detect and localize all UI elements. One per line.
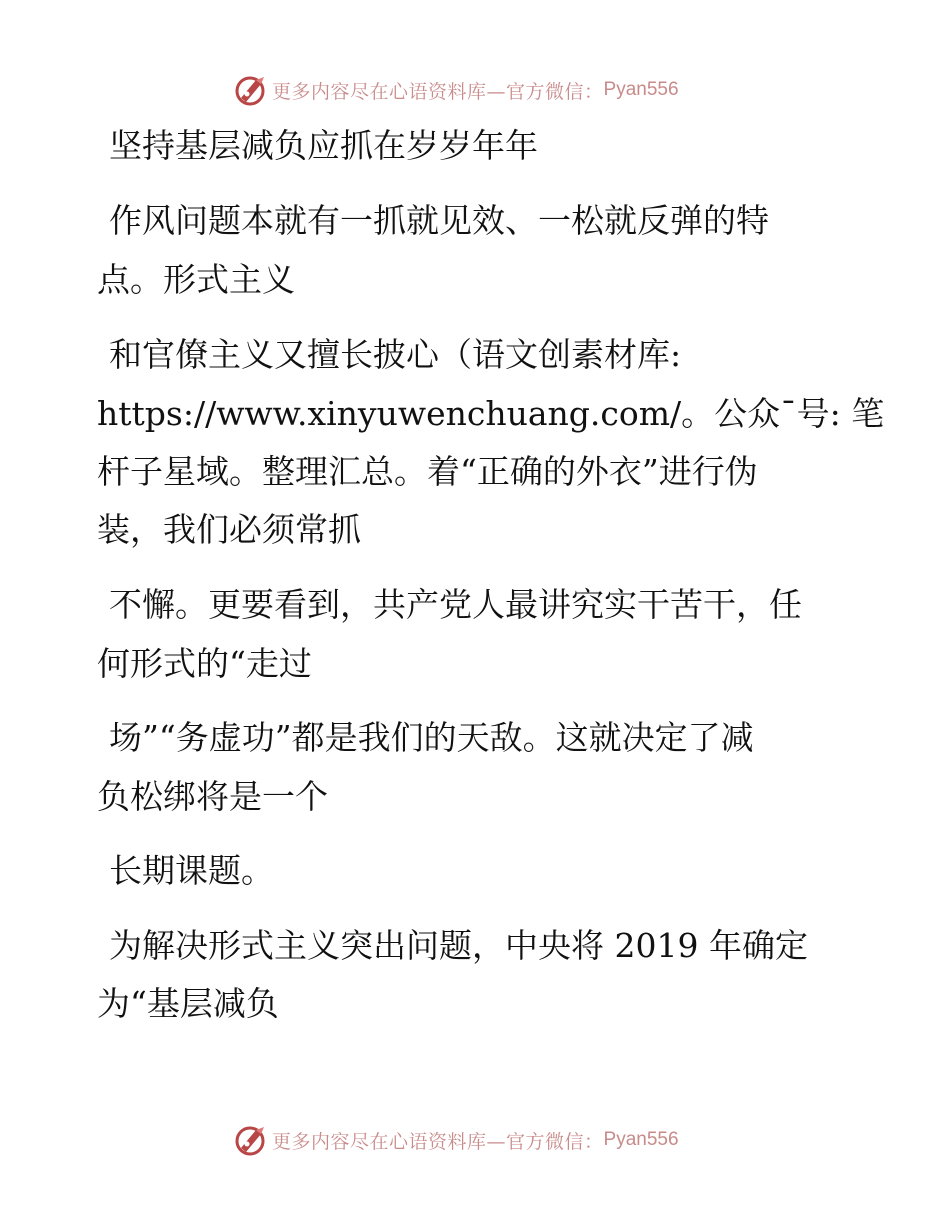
body-line: 坚持基层减负应抓在岁岁年年	[109, 126, 538, 165]
body-line: 作风问题本就有一抓就见效、一松就反弹的特	[109, 201, 769, 240]
body-line: 杆子星域。整理汇总。着“正确的外衣”进行伪	[97, 452, 758, 491]
footer-text: 更多内容尽在心语资料库—官方微信：	[272, 1130, 604, 1153]
header-banner	[232, 70, 679, 110]
footer-handle: Pyan556	[603, 1129, 679, 1150]
pen-logo-icon	[232, 1122, 268, 1158]
body-line: 负松绑将是一个	[97, 777, 328, 816]
footer-banner	[232, 1120, 679, 1160]
body-line: 和官僚主义又擅长披心（语文创素材库:	[109, 335, 682, 374]
body-line: 为解决形式主义突出问题，中央将 2019 年确定	[109, 926, 808, 965]
pen-logo-icon	[232, 72, 268, 108]
body-line: 场”“务虚功”都是我们的天敌。这就决定了减	[109, 718, 754, 757]
body-line: 装，我们必须常抓	[97, 510, 361, 549]
body-line: 点。形式主义	[97, 260, 295, 299]
body-line: https://www.xinyuwenchuang.com/。公众¯号: 笔	[97, 394, 885, 433]
body-line: 不懈。更要看到，共产党人最讲究实干苦干，任	[109, 585, 802, 624]
body-line: 何形式的“走过	[97, 644, 312, 683]
header-handle: Pyan556	[603, 79, 679, 100]
body-line: 长期课题。	[109, 851, 274, 890]
body-line: 为“基层减负	[97, 984, 279, 1023]
header-text: 更多内容尽在心语资料库—官方微信：	[272, 80, 604, 103]
